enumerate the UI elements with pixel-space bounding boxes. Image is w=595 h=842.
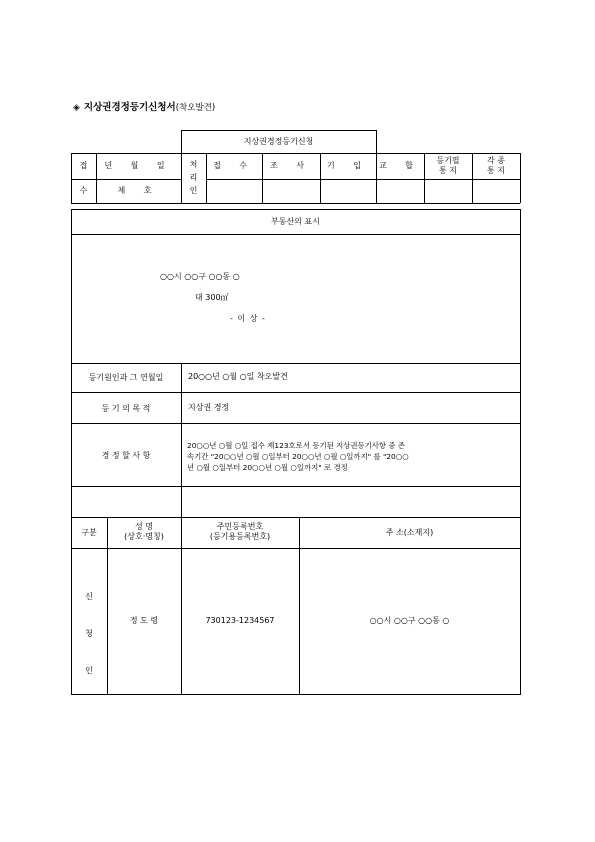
col-various-notice: 각 종 통 지 (487, 156, 505, 175)
number-label: 제 호 (117, 186, 160, 195)
purpose-value: 지상권 경정 (188, 403, 230, 412)
cause-label: 등기원인과 그 연월일 (88, 373, 164, 382)
cause-value: 20○○년 ○월 ○일 착오발견 (188, 372, 288, 381)
col-verify: 교 합 (379, 161, 421, 170)
property-end: - 이 상 - (230, 314, 266, 323)
applicant-name: 정 도 령 (129, 616, 159, 625)
property-area: 대 300㎡ (195, 293, 229, 302)
applicant-category: 신 청 인 (85, 592, 93, 675)
receipt-label-1: 접 (79, 161, 88, 170)
col-name: 성 명 (상호·명칭) (124, 522, 164, 541)
col-entry: 기 입 (327, 161, 369, 170)
receipt-label-2: 수 (79, 186, 88, 195)
col-receipt: 접 수 (213, 161, 255, 170)
correction-value: 20○○년 ○월 ○일 접수 제123호로서 등기된 지상권등기사항 중 존 속기간 "20○○년 ○월 ○일부터 20○○년 ○월 ○일까지" 를 "20○○ 년 ○월 ○일부터 20○○년 ○월 ○일까지" 로 경정 (187, 441, 409, 472)
correction-label: 경 정 할 사 항 (101, 451, 151, 460)
diamond-icon: ◈ (73, 103, 80, 113)
applicant-id: 730123-1234567 (205, 616, 275, 625)
col-review: 조 사 (270, 161, 312, 170)
purpose-label: 등 기 의 목 적 (101, 404, 151, 413)
col-category: 구분 (81, 528, 97, 537)
processor-label: 처 리 인 (189, 160, 198, 195)
date-label: 년 월 일 (104, 161, 173, 170)
col-completion-notice: 등기필 통 지 (436, 156, 460, 175)
receipt-caption: 지상권경정등기신청 (243, 137, 314, 146)
property-address: ○○시 ○○구 ○○동 ○ (160, 272, 240, 281)
col-address: 주 소(소재지) (385, 528, 434, 537)
col-id: 주민등록번호 (등기용등록번호) (209, 522, 271, 541)
title-suffix: (착오발견) (175, 103, 216, 113)
document-title: ◈ 지상권경정등기신청서(착오발견) (73, 102, 216, 113)
applicant-address: ○○시 ○○구 ○○동 ○ (369, 616, 450, 625)
property-header: 부동산의 표시 (271, 217, 320, 226)
